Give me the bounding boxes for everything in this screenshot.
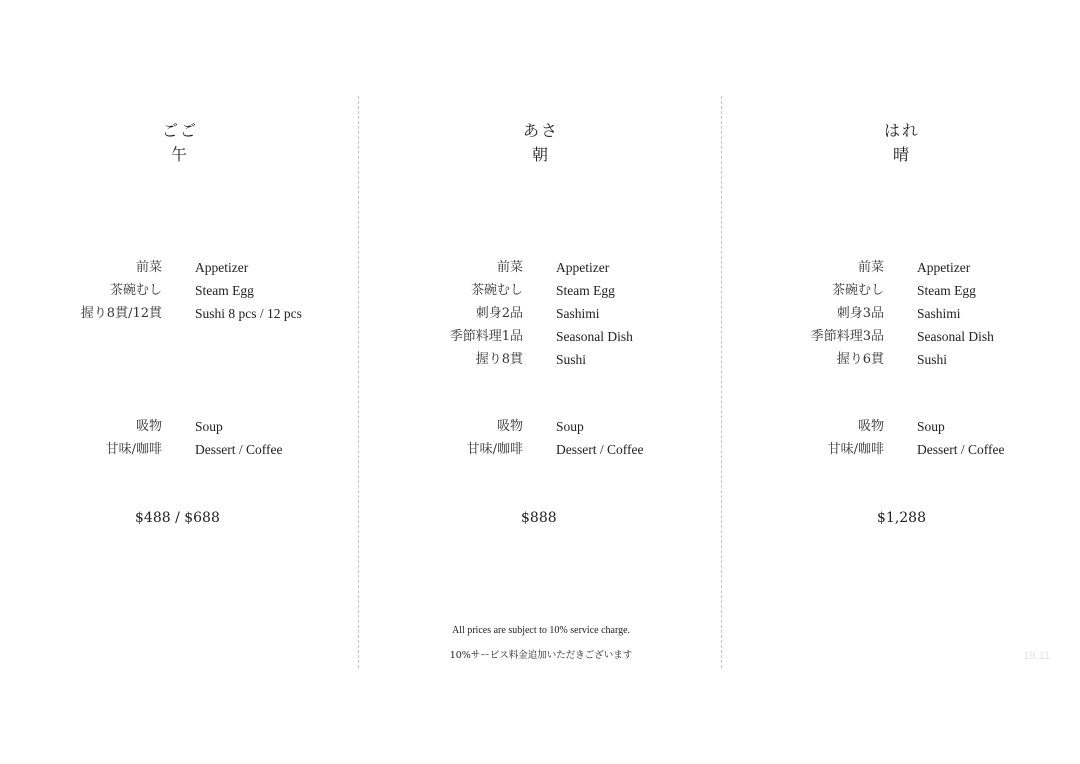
- column-title: [0, 119, 360, 167]
- course-name-jp: 吸物: [496, 419, 523, 434]
- course-name-jp: 季節料理3品: [810, 329, 884, 344]
- course-name-jp: 吸物: [135, 419, 162, 434]
- course-row: [722, 302, 1080, 325]
- course-name-en: Dessert / Coffee: [556, 442, 644, 457]
- course-row: [722, 348, 1080, 371]
- course-price: $1,288: [877, 510, 926, 526]
- course-name-en: Sushi 8 pcs / 12 pcs: [195, 306, 302, 321]
- course-list-main: [722, 256, 1080, 371]
- course-name-jp: 握り6貫: [836, 352, 884, 367]
- course-row: [722, 256, 1080, 279]
- column-title: [361, 119, 721, 167]
- course-price: $888: [521, 510, 557, 526]
- course-name-en: Sashimi: [917, 306, 961, 321]
- course-row: [361, 415, 721, 438]
- course-list-end: [0, 415, 360, 461]
- service-charge-note-jp: 10%サービス料金追加いただきございます: [449, 650, 633, 661]
- course-name-jp: 甘味/咖啡: [105, 442, 162, 457]
- course-price: $488 / $688: [135, 510, 220, 526]
- course-name-en: Soup: [556, 419, 584, 434]
- column-title-kanji: 朝: [531, 145, 550, 164]
- column-title: [722, 119, 1080, 167]
- course-name-jp: 刺身3品: [836, 306, 884, 321]
- course-name-jp: 前菜: [135, 260, 162, 275]
- course-name-en: Steam Egg: [556, 283, 615, 298]
- course-row: [361, 302, 721, 325]
- course-name-jp: 茶碗むし: [109, 283, 162, 298]
- course-name-en: Seasonal Dish: [917, 329, 994, 344]
- course-row: [361, 279, 721, 302]
- course-row: [0, 279, 360, 302]
- course-row: [722, 325, 1080, 348]
- course-list-main: [361, 256, 721, 371]
- menu-column-gogo: [0, 0, 360, 764]
- course-name-jp: 季節料理1品: [449, 329, 523, 344]
- course-name-en: Sashimi: [556, 306, 600, 321]
- service-charge-note-en: All prices are subject to 10% service charge.: [451, 625, 631, 636]
- course-row: [722, 415, 1080, 438]
- course-name-en: Soup: [195, 419, 223, 434]
- course-row: [361, 438, 721, 461]
- course-name-en: Sushi: [917, 352, 948, 367]
- course-name-jp: 前菜: [496, 260, 523, 275]
- course-name-jp: 刺身2品: [475, 306, 523, 321]
- course-row: [722, 438, 1080, 461]
- course-name-jp: 前菜: [857, 260, 884, 275]
- course-row: [0, 302, 360, 325]
- course-row: [722, 279, 1080, 302]
- course-name-en: Seasonal Dish: [556, 329, 633, 344]
- column-title-kanji: 晴: [892, 145, 911, 164]
- course-name-en: Steam Egg: [917, 283, 976, 298]
- course-name-jp: 甘味/咖啡: [466, 442, 523, 457]
- page-code: 19.11: [1023, 650, 1050, 662]
- course-row: [361, 256, 721, 279]
- course-name-jp: 握り8貫/12貫: [80, 306, 162, 321]
- course-name-jp: 茶碗むし: [470, 283, 523, 298]
- course-name-en: Appetizer: [195, 260, 249, 275]
- course-row: [0, 415, 360, 438]
- column-title-ruby: あさ: [522, 121, 559, 140]
- course-name-en: Sushi: [556, 352, 587, 367]
- course-row: [361, 325, 721, 348]
- course-list-end: [722, 415, 1080, 461]
- course-name-en: Soup: [917, 419, 945, 434]
- column-title-kanji: 午: [170, 145, 189, 164]
- column-title-ruby: はれ: [883, 121, 920, 140]
- course-name-en: Dessert / Coffee: [917, 442, 1005, 457]
- course-name-jp: 握り8貫: [475, 352, 523, 367]
- course-list-main: [0, 256, 360, 325]
- course-row: [0, 438, 360, 461]
- course-list-end: [361, 415, 721, 461]
- course-row: [361, 348, 721, 371]
- course-name-en: Dessert / Coffee: [195, 442, 283, 457]
- course-row: [0, 256, 360, 279]
- course-name-jp: 茶碗むし: [831, 283, 884, 298]
- course-name-en: Steam Egg: [195, 283, 254, 298]
- course-name-en: Appetizer: [917, 260, 971, 275]
- column-title-ruby: ごご: [161, 121, 198, 140]
- course-name-jp: 吸物: [857, 419, 884, 434]
- course-name-en: Appetizer: [556, 260, 610, 275]
- course-name-jp: 甘味/咖啡: [827, 442, 884, 457]
